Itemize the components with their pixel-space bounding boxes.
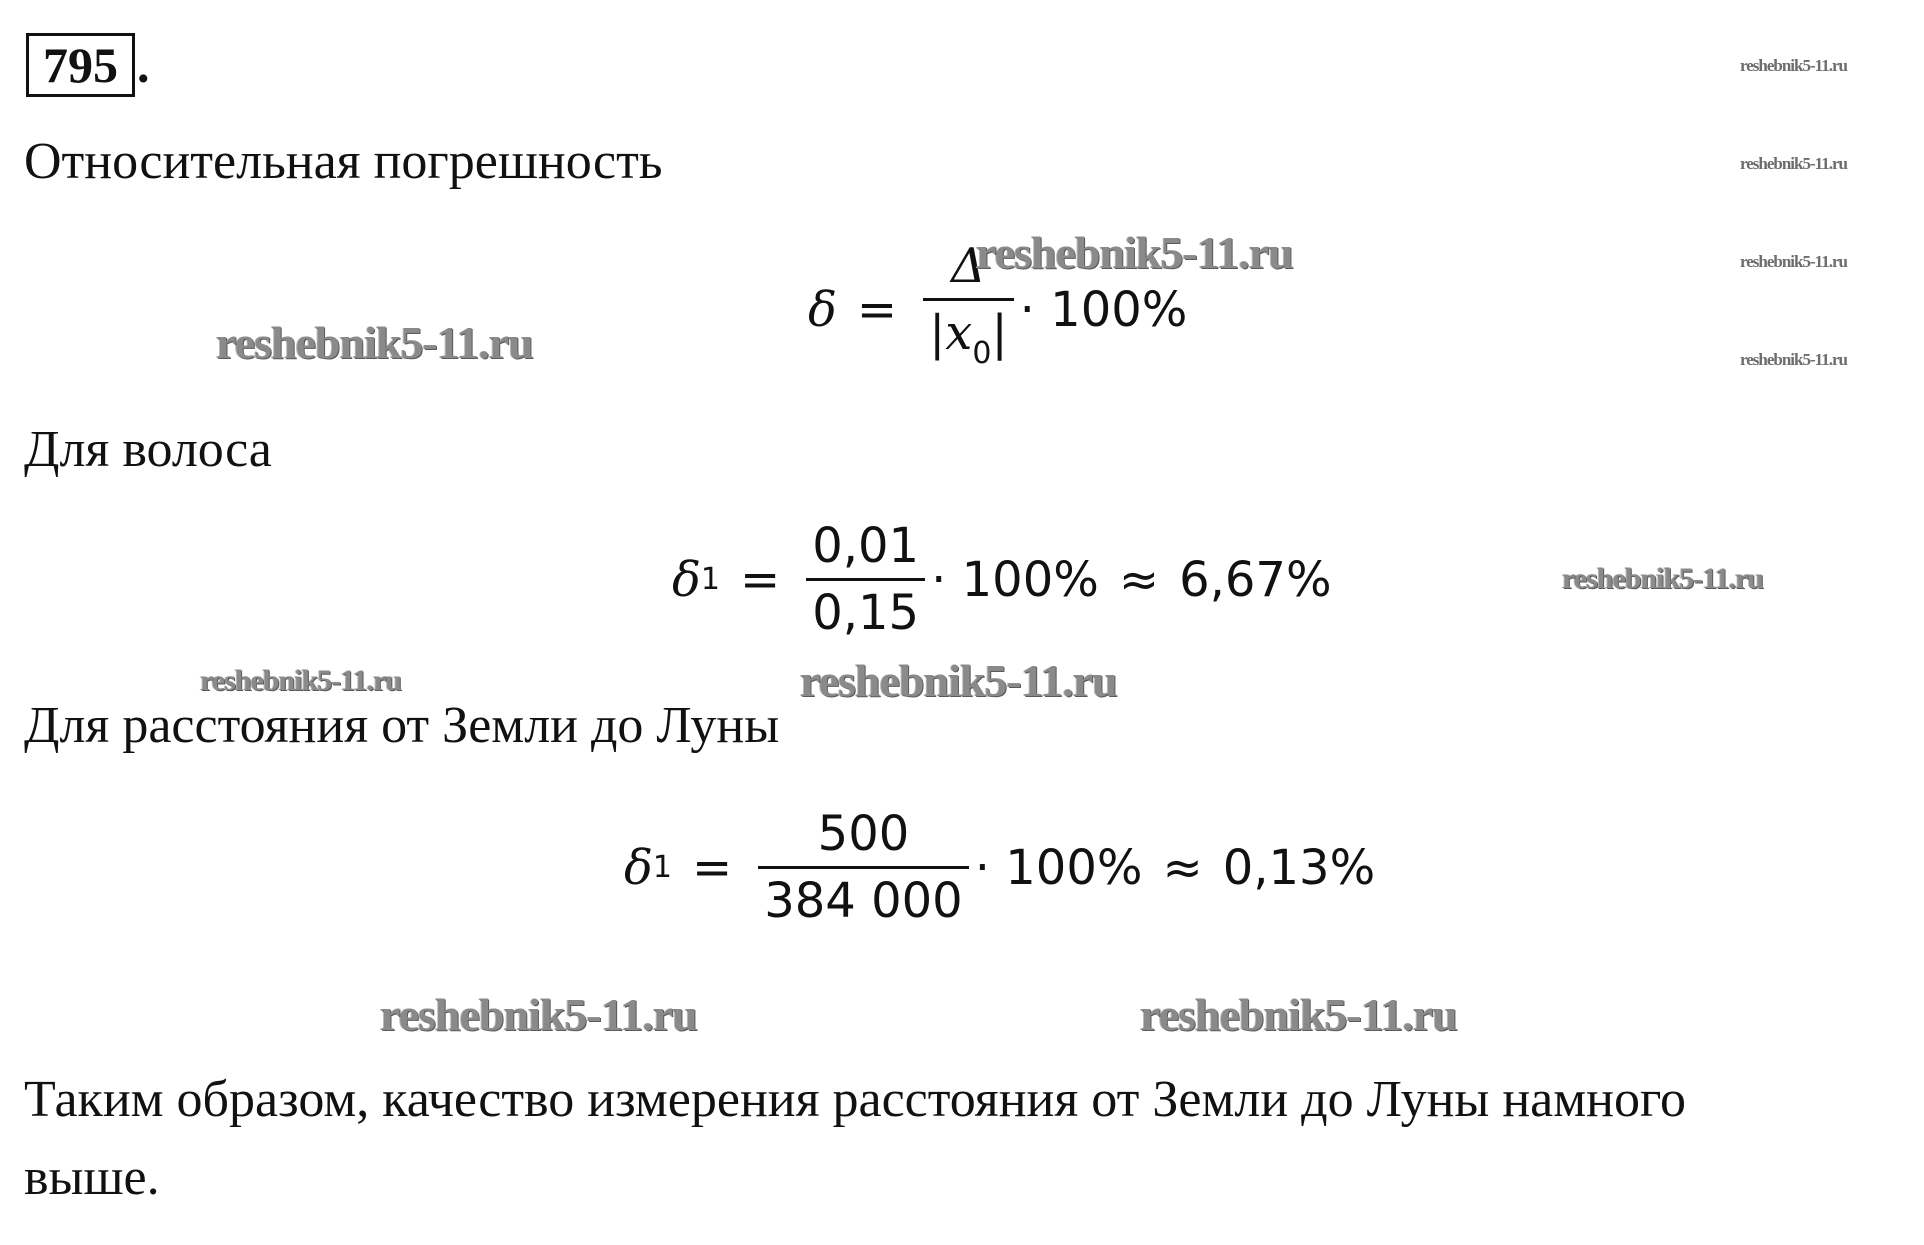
conclusion-line-1: Таким образом, качество измерения расстояния от Земли до Луны намного xyxy=(24,1071,1687,1128)
watermark: reshebnik5-11.ru xyxy=(1740,252,1847,271)
formula-main-den-x: |x xyxy=(929,305,973,361)
problem-number-suffix: . xyxy=(137,37,150,93)
problem-number-box: 795 xyxy=(26,33,135,97)
formula-moon-denominator: 384 000 xyxy=(764,873,963,929)
formula-moon-result: 0,13% xyxy=(1222,839,1376,896)
formula-moon-lhs: δ xyxy=(624,839,653,896)
watermark: reshebnik5-11.ru xyxy=(800,655,1117,706)
watermark: reshebnik5-11.ru xyxy=(1740,56,1847,75)
formula-hair-factor: · 100% xyxy=(931,551,1099,608)
formula-hair-approx: ≈ xyxy=(1118,551,1160,608)
formula-hair-lhs-sub: 1 xyxy=(700,562,720,597)
formula-hair-numerator: 0,01 xyxy=(812,518,920,574)
formula-moon-numerator: 500 xyxy=(817,806,910,862)
formula-moon-lhs-sub: 1 xyxy=(652,850,672,885)
formula-hair-eq: = xyxy=(740,551,781,608)
formula-main-den-sub: 0 xyxy=(972,336,992,371)
formula-moon-approx: ≈ xyxy=(1162,839,1203,896)
watermark: reshebnik5-11.ru xyxy=(1140,989,1457,1040)
formula-moon-eq: = xyxy=(692,839,733,896)
formula-moon xyxy=(624,808,1375,927)
problem-number xyxy=(26,34,150,96)
formula-moon-factor: · 100% xyxy=(974,839,1143,896)
formula-main-factor: · 100% xyxy=(1019,282,1188,338)
watermark: reshebnik5-11.ru xyxy=(1740,350,1847,369)
watermark: reshebnik5-11.ru xyxy=(1740,154,1847,173)
formula-hair-lhs: δ xyxy=(672,551,701,608)
formula-main-eq: = xyxy=(856,282,898,338)
watermark: reshebnik5-11.ru xyxy=(200,664,401,697)
formula-main-lhs: δ xyxy=(808,282,837,338)
formula-moon-fraction xyxy=(758,808,969,927)
formula-hair xyxy=(672,520,1332,639)
formula-main-numerator: Δ xyxy=(951,238,986,294)
heading-text: Относительная погрешность xyxy=(24,133,663,190)
formula-hair-result: 6,67% xyxy=(1179,551,1332,608)
moon-text: Для расстояния от Земли до Луны xyxy=(24,697,780,754)
formula-hair-denominator: 0,15 xyxy=(812,585,920,641)
watermark: reshebnik5-11.ru xyxy=(976,227,1293,278)
formula-hair-fraction xyxy=(806,520,925,639)
watermark: reshebnik5-11.ru xyxy=(1562,562,1763,595)
formula-main-den-close: | xyxy=(991,305,1008,361)
watermark: reshebnik5-11.ru xyxy=(216,317,533,368)
conclusion-line-2: выше. xyxy=(24,1149,160,1206)
hair-text: Для волоса xyxy=(24,421,272,478)
formula-main-denominator xyxy=(923,301,1014,380)
watermark: reshebnik5-11.ru xyxy=(380,989,697,1040)
